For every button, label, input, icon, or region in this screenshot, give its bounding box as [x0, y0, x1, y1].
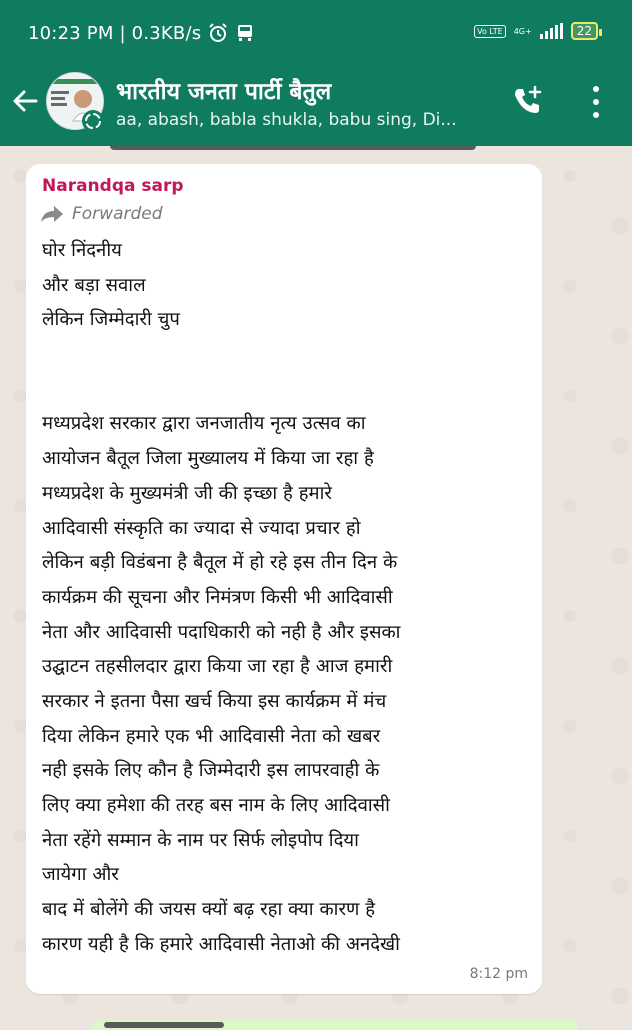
chat-header [0, 66, 632, 146]
message-line: कार्यक्रम की सूचना और निमंत्रण किसी भी आदिवासी [42, 586, 393, 608]
message-line: जायेगा और [42, 864, 119, 886]
next-message-media-edge [104, 1022, 224, 1028]
status-right [474, 22, 598, 40]
volte-indicator: Vo LTE [474, 25, 506, 38]
forward-arrow-icon [40, 205, 64, 223]
forwarded-text: Forwarded [72, 204, 163, 224]
message-text [42, 234, 532, 962]
forwarded-label [40, 204, 163, 224]
message-line: लेकिन बड़ी विडंबना है बैतूल में हो रहे इस तीन दिन के [42, 552, 398, 574]
chat-area[interactable] [0, 146, 632, 1024]
add-call-icon[interactable] [510, 84, 544, 118]
message-line: लेकिन जिम्मेदारी चुप [42, 309, 180, 331]
message-time: 8:12 pm [469, 966, 528, 982]
sender-name[interactable]: Narandqa sarp [42, 176, 184, 196]
message-line: आयोजन बैतूल जिला मुख्यालय में किया जा रहा है [42, 448, 374, 470]
message-line: आदिवासी संस्कृति का ज्यादा से ज्यादा प्रचार हो [42, 517, 361, 539]
message-line: और बड़ा सवाल [42, 274, 146, 296]
message-line: मध्यप्रदेश के मुख्यमंत्री जी की इच्छा है हमारे [42, 482, 332, 504]
message-line: दिया लेकिन हमारे एक भी आदिवासी नेता को खबर [42, 725, 381, 747]
message-line: मध्यप्रदेश सरकार द्वारा जनजातीय नृत्य उत्सव का [42, 413, 366, 435]
message-line: लिए क्या हमेशा की तरह बस नाम के लिए आदिवासी [42, 795, 390, 816]
message-bubble[interactable] [26, 164, 542, 994]
previous-message-edge [110, 146, 476, 150]
network-type: 4G+ [513, 26, 532, 36]
battery-icon [571, 22, 598, 40]
message-line: घोर निंदनीय [42, 240, 122, 261]
message-line: बाद में बोलेंगे की जयस क्यों बढ़ रहा क्या कारण है [42, 899, 376, 921]
group-title[interactable]: भारतीय जनता पार्टी बैतुल [116, 79, 332, 105]
group-members[interactable]: aa, abash, babla shukla, babu sing, Di... [116, 110, 457, 130]
notification-icon [235, 23, 255, 43]
message-line: नेता रहेंगे सम्मान के नाम पर सिर्फ लोइपोप दिया [42, 829, 359, 851]
status-bar [0, 0, 632, 66]
message-line: नही इसके लिए कौन है जिम्मेदारी इस लापरवाही के [42, 760, 380, 782]
more-options-icon[interactable] [586, 86, 606, 118]
status-ring-icon [82, 110, 104, 132]
message-line [42, 338, 532, 373]
signal-icon [540, 23, 563, 39]
message-line: नेता और आदिवासी पदाधिकारी को नही है और इसका [42, 621, 401, 643]
battery-level: 22 [576, 24, 592, 38]
message-line: कारण यही है कि हमारे आदिवासी नेताओ की अनदेखी [42, 933, 400, 955]
message-line: उद्घाटन तहसीलदार द्वारा किया जा रहा है आज हमारी [42, 656, 393, 678]
alarm-icon [207, 22, 229, 44]
back-arrow-icon[interactable] [10, 86, 40, 116]
message-line: सरकार ने इतना पैसा खर्च किया इस कार्यक्रम में मंच [42, 690, 387, 712]
message-line [42, 373, 532, 408]
status-time: 10:23 PM | 0.3KB/s [28, 22, 202, 44]
status-left [28, 22, 255, 44]
